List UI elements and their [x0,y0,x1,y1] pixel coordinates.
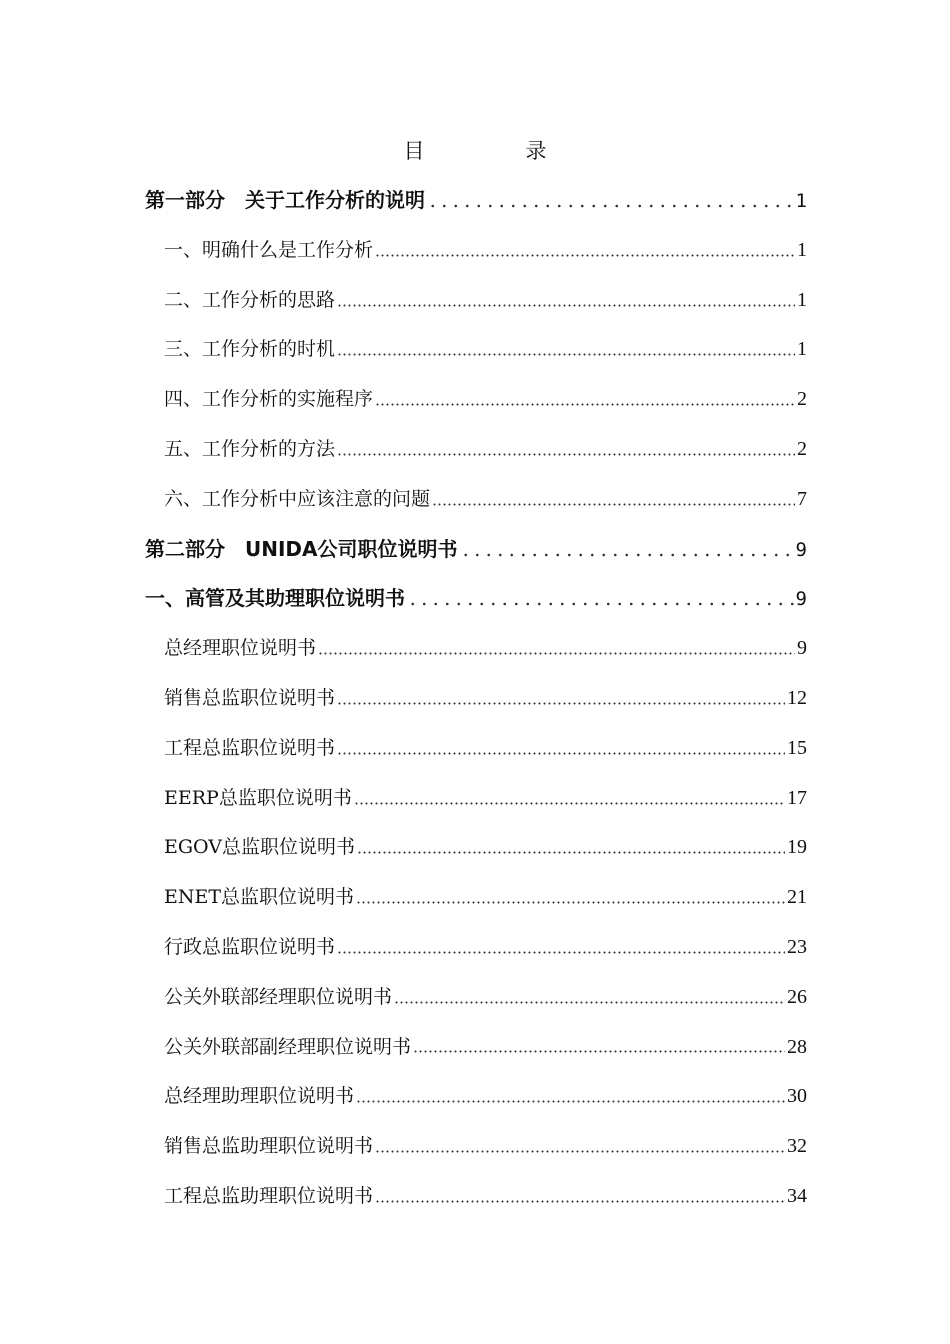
dot-leader [337,686,785,705]
toc-entry-label: 五、工作分析的方法 [164,437,336,460]
toc-page-number: 7 [797,487,807,510]
toc-entry-label: ENET总监职位说明书 [164,886,355,909]
toc-entry-label: 第一部分 关于工作分析的说明 [145,188,425,212]
toc-entry[interactable] [145,827,807,877]
dot-leader [407,586,794,606]
dot-leader [337,437,795,456]
dot-leader [394,985,785,1004]
dot-leader [318,636,795,655]
toc-entry-label: 三、工作分析的时机 [164,338,336,361]
dot-leader [354,786,785,805]
dot-leader [337,736,785,755]
toc-entry-label: 总经理职位说明书 [164,637,317,660]
toc-page-number: 34 [787,1184,807,1207]
dot-leader [413,1034,785,1053]
toc-entry-label: 六、工作分析中应该注意的问题 [164,487,431,510]
toc-page-number: 2 [797,388,807,411]
toc-page-number: 21 [787,886,807,909]
toc-page-number: 9 [795,538,807,561]
toc-entry-label: EERP总监职位说明书 [164,786,352,809]
dot-leader [356,1084,785,1103]
toc-page-number: 26 [787,985,807,1008]
toc-section-heading[interactable] [145,180,807,230]
dot-leader [375,387,795,406]
toc-entry[interactable] [145,778,807,828]
dot-leader [375,1184,785,1203]
toc-entry[interactable] [145,728,807,778]
dot-leader [356,885,785,904]
toc-entry-label: 第二部分 UNIDA公司职位说明书 [145,536,458,561]
toc-entry[interactable] [145,1176,807,1226]
toc-entry-label: 一、明确什么是工作分析 [164,238,374,261]
toc-entry[interactable] [145,1027,807,1077]
toc-entry[interactable] [145,329,807,379]
dot-leader [337,935,785,954]
dot-leader [460,537,794,557]
toc-page-number: 32 [787,1135,807,1158]
dot-leader [337,288,795,307]
toc-entry-label: 工程总监职位说明书 [164,736,336,759]
toc-entry[interactable] [145,429,807,479]
toc-entry-label: 一、高管及其助理职位说明书 [145,586,405,611]
toc-entry-label: 行政总监职位说明书 [164,935,336,958]
toc-page-number: 1 [797,238,807,261]
toc-page-number: 15 [787,736,807,759]
toc-entry-label: 二、工作分析的思路 [164,288,336,311]
toc-page-number: 1 [795,190,807,212]
toc-entry-label: EGOV总监职位说明书 [164,836,356,859]
toc-entry[interactable] [145,877,807,927]
toc-entry[interactable] [145,230,807,280]
toc-entry[interactable] [145,927,807,977]
toc-section-heading[interactable] [145,529,807,579]
dot-leader [375,238,795,257]
toc-page-number: 12 [787,686,807,709]
toc-entry[interactable] [145,678,807,728]
toc-entry-label: 销售总监助理职位说明书 [164,1135,374,1158]
toc-entry[interactable] [145,280,807,330]
toc-page-number: 30 [787,1085,807,1108]
toc-entry[interactable] [145,479,807,529]
toc-entry-label: 四、工作分析的实施程序 [164,388,374,411]
toc-page-number: 17 [787,786,807,809]
dot-leader [375,1134,785,1153]
dot-leader [337,337,795,356]
toc-page-number: 19 [787,836,807,859]
toc-entry[interactable] [145,379,807,429]
toc-page-number: 23 [787,935,807,958]
dot-leader [432,487,795,506]
toc-entry-label: 公关外联部经理职位说明书 [164,985,393,1008]
toc-entry[interactable] [145,1076,807,1126]
toc-entry-label: 总经理助理职位说明书 [164,1085,355,1108]
toc-entry-label: 销售总监职位说明书 [164,686,336,709]
dot-leader [427,188,794,208]
toc-entry[interactable] [145,1126,807,1176]
table-of-contents [145,180,807,1226]
toc-title: 目 录 [403,139,587,163]
toc-page-number: 1 [797,288,807,311]
toc-entry[interactable] [145,628,807,678]
toc-entry-label: 工程总监助理职位说明书 [164,1184,374,1207]
toc-page-number: 9 [797,637,807,660]
toc-page-number: 1 [797,338,807,361]
toc-page-number: 9 [795,588,807,611]
dot-leader [357,835,785,854]
toc-entry-label: 公关外联部副经理职位说明书 [164,1035,412,1058]
toc-page-number: 2 [797,437,807,460]
toc-page-number: 28 [787,1035,807,1058]
toc-entry[interactable] [145,977,807,1027]
toc-section-heading[interactable] [145,578,807,628]
